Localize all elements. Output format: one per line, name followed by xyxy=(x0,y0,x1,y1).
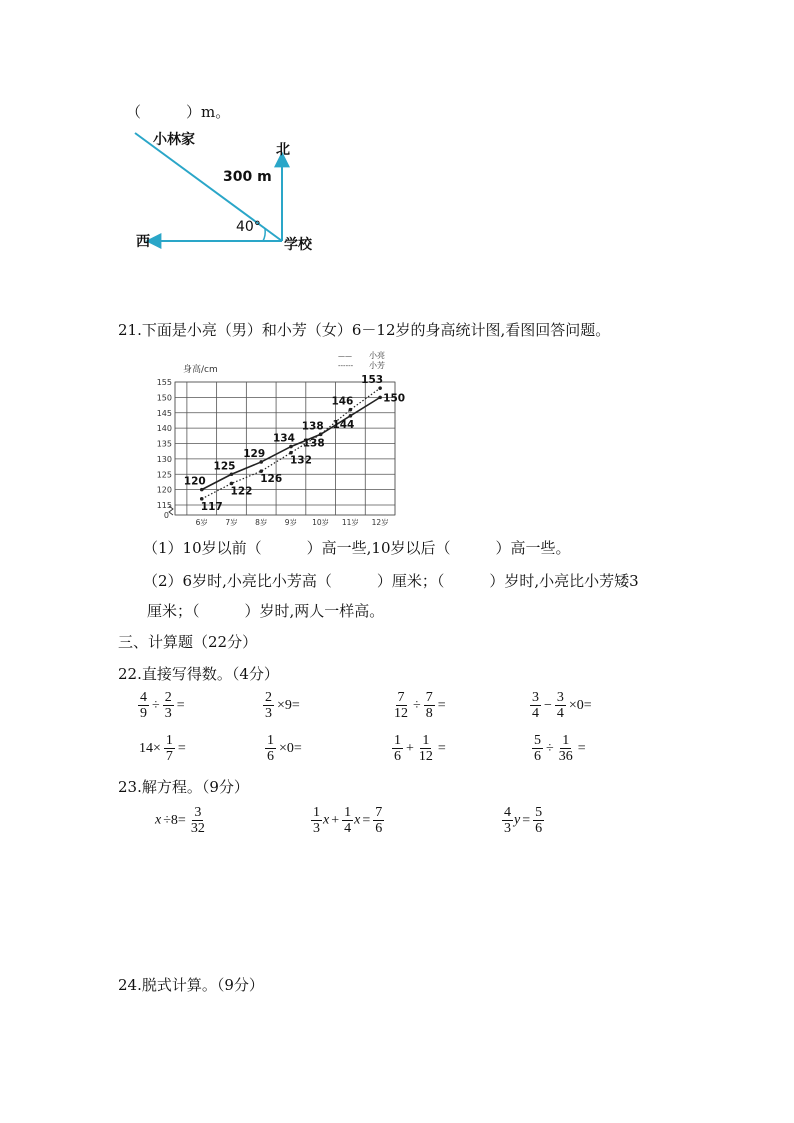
y-tick-label: 155 xyxy=(156,378,172,387)
y-tick-label: 140 xyxy=(156,424,172,434)
data-label: 122 xyxy=(230,485,253,498)
data-label: 132 xyxy=(289,454,312,467)
y-tick-label: 130 xyxy=(156,454,172,464)
x-tick-label: 12岁 xyxy=(371,518,389,527)
x-tick-label: 8岁 xyxy=(255,518,268,527)
top-blank-line: （ ）m。 xyxy=(126,103,231,121)
y-tick-label: 125 xyxy=(156,470,172,480)
y-tick-label: 145 xyxy=(156,408,172,418)
chart-grid xyxy=(169,382,395,515)
section3-title: 三、计算题（22分） xyxy=(118,633,258,651)
data-label: 138 xyxy=(302,437,325,450)
data-point xyxy=(319,432,323,436)
legend-line-sample: ------ xyxy=(338,362,354,370)
data-label: 129 xyxy=(243,447,266,460)
legend-label: 小亮 xyxy=(369,351,385,360)
q23-title: 23.解方程。（9分） xyxy=(118,778,249,796)
angle-arc xyxy=(263,229,265,241)
legend-label: 小芳 xyxy=(369,361,385,370)
data-point xyxy=(349,408,353,412)
data-label: 120 xyxy=(183,475,206,488)
data-point xyxy=(378,396,382,400)
x-tick-label: 6岁 xyxy=(195,518,208,527)
q22-item-3: $\frac{7}{12}$ ÷ $\frac{7}{8}$ = xyxy=(394,690,446,721)
angle-label: 40° xyxy=(236,219,261,235)
y-axis-label: 身高/cm xyxy=(183,365,218,375)
data-label: 144 xyxy=(332,418,355,431)
q22-item-8: $\frac{5}{6}$ ÷ $\frac{1}{36}$ = xyxy=(534,733,586,764)
q22-item-5: 14× $\frac{1}{7}$ = xyxy=(139,733,186,764)
data-point xyxy=(200,488,204,492)
data-label: 125 xyxy=(213,460,236,473)
data-point xyxy=(378,386,382,390)
y-tick-label: 135 xyxy=(156,439,172,449)
q22-title: 22.直接写得数。（4分） xyxy=(118,665,279,683)
data-point xyxy=(230,472,234,476)
data-label: 134 xyxy=(272,432,295,445)
data-point xyxy=(259,460,263,464)
data-label: 150 xyxy=(383,392,406,405)
q23-equation-1: x ÷8= $\frac{3}{32}$ xyxy=(155,805,205,836)
q24-title: 24.脱式计算。（9分） xyxy=(118,976,264,994)
data-point xyxy=(289,445,293,449)
data-label: 126 xyxy=(260,473,283,486)
data-label: 117 xyxy=(200,500,223,513)
q21-sub2-line1: （2）6岁时,小亮比小芳高（ ）厘米；（ ）岁时,小亮比小芳矮3 xyxy=(143,572,639,590)
q21-sub2-line2: 厘米；（ ）岁时,两人一样高。 xyxy=(147,602,385,620)
q22-item-7: $\frac{1}{6}$ + $\frac{1}{12}$ = xyxy=(394,733,446,764)
q22-item-2: $\frac{2}{3}$ ×9= xyxy=(265,690,300,721)
q22-item-6: $\frac{1}{6}$ ×0= xyxy=(267,733,302,764)
q22-item-1: $\frac{4}{9}$ ÷ $\frac{2}{3}$ = xyxy=(140,690,185,721)
school-label: 学校 xyxy=(284,237,312,253)
y-tick-label: 150 xyxy=(156,393,172,403)
height-line-chart xyxy=(145,350,410,530)
data-label: 146 xyxy=(331,395,354,408)
west-label: 西 xyxy=(136,234,150,250)
data-label: 138 xyxy=(301,420,324,433)
q22-item-4: $\frac{3}{4}$ − $\frac{3}{4}$ ×0= xyxy=(532,690,592,721)
x-tick-label: 7岁 xyxy=(225,518,238,527)
home-label: 小林家 xyxy=(153,132,195,148)
x-tick-label: 10岁 xyxy=(312,518,330,527)
data-point xyxy=(349,414,353,418)
north-label: 北 xyxy=(276,142,290,158)
q23-equation-3: $\frac{4}{3}$ y = $\frac{5}{6}$ xyxy=(504,805,543,836)
data-label: 153 xyxy=(361,374,384,387)
q21-sub1: （1）10岁以前（ ）高一些,10岁以后（ ）高一些。 xyxy=(143,539,571,557)
distance-label: 300 m xyxy=(223,169,272,185)
y-zero-label: 0 xyxy=(163,511,169,520)
q23-equation-2: $\frac{1}{3}$ x + $\frac{1}{4}$ x = $\frac{7}{6}$ xyxy=(313,805,383,836)
x-tick-label: 11岁 xyxy=(341,518,359,527)
y-tick-label: 120 xyxy=(156,485,172,495)
y-tick-label: 115 xyxy=(156,501,172,510)
q21-title: 21.下面是小亮（男）和小芳（女）6－12岁的身高统计图,看图回答问题。 xyxy=(118,321,611,339)
x-tick-label: 9岁 xyxy=(284,518,298,527)
legend-line-sample: —— xyxy=(338,352,352,360)
